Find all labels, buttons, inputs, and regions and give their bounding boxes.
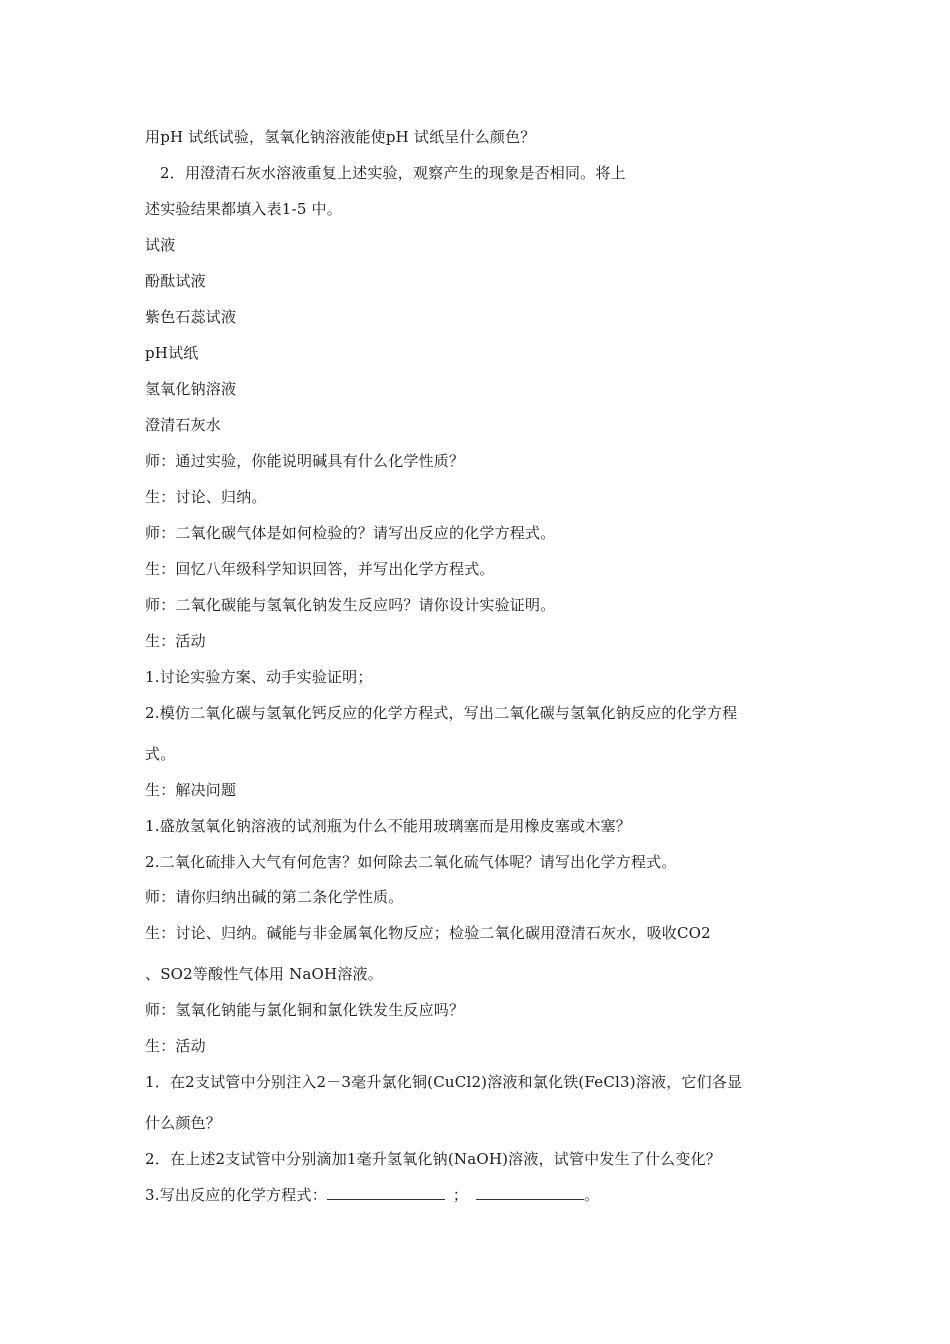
- table-cell: 紫色石蕊试液: [145, 308, 237, 326]
- table-cell: 酚酞试液: [145, 272, 206, 290]
- text-line: 2．用澄清石灰水溶液重复上述实验，观察产生的现象是否相同。将上: [160, 164, 626, 182]
- text-line: 1．在2支试管中分别注入2－3毫升氯化铜(CuCl2)溶液和氯化铁(FeCl3)溶液，它们各显: [145, 1073, 743, 1091]
- answer-blank-1[interactable]: [327, 1185, 445, 1200]
- text-line: 、SO2等酸性气体用 NaOH溶液。: [145, 965, 383, 983]
- table-cell: 氢氧化钠溶液: [145, 380, 237, 398]
- text-line: 用pH 试纸试验，氢氧化钠溶液能使pH 试纸呈什么颜色？: [145, 128, 536, 146]
- text-line: 2.模仿二氧化碳与氢氧化钙反应的化学方程式，写出二氧化碳与氢氧化钠反应的化学方程: [145, 704, 738, 722]
- end-mark: 。: [584, 1186, 600, 1204]
- answer-line: [145, 1185, 599, 1205]
- answer-prompt: 3.写出反应的化学方程式：: [145, 1186, 327, 1204]
- table-cell: 试液: [145, 236, 176, 254]
- text-line: 师：通过实验，你能说明碱具有什么化学性质？: [145, 452, 465, 470]
- text-line: 师：二氧化碳气体是如何检验的？请写出反应的化学方程式。: [145, 524, 556, 542]
- separator: ；: [452, 1186, 469, 1204]
- text-line: 2．在上述2支试管中分别滴加1毫升氢氧化钠(NaOH)溶液，试管中发生了什么变化？: [145, 1150, 721, 1168]
- text-line: 1.盛放氢氧化钠溶液的试剂瓶为什么不能用玻璃塞而是用橡皮塞或木塞？: [145, 817, 631, 835]
- text-line: 1.讨论实验方案、动手实验证明；: [145, 668, 373, 686]
- table-cell: 澄清石灰水: [145, 416, 222, 434]
- text-line: 生：回忆八年级科学知识回答，并写出化学方程式。: [145, 560, 495, 578]
- text-line: 师：请你归纳出碱的第二条化学性质。: [145, 888, 404, 906]
- text-line: 生：讨论、归纳。碱能与非金属氧化物反应；检验二氧化碳用澄清石灰水，吸收CO2: [145, 924, 711, 942]
- table-cell: pH试纸: [145, 344, 199, 362]
- text-line: 师：二氧化碳能与氢氧化钠发生反应吗？请你设计实验证明。: [145, 596, 556, 614]
- text-line: 述实验结果都填入表1-5 中。: [145, 200, 342, 218]
- answer-blank-2[interactable]: [476, 1185, 584, 1200]
- text-line: 师：氢氧化钠能与氯化铜和氯化铁发生反应吗？: [145, 1001, 465, 1019]
- text-line: 生：解决问题: [145, 781, 237, 799]
- text-line: 式。: [145, 745, 176, 763]
- text-line: 什么颜色？: [145, 1114, 222, 1132]
- text-line: 生：活动: [145, 1037, 206, 1055]
- text-line: 生：活动: [145, 632, 206, 650]
- text-line: 2.二氧化硫排入大气有何危害？如何除去二氧化硫气体呢？请写出化学方程式。: [145, 853, 677, 871]
- text-line: 生：讨论、归纳。: [145, 488, 267, 506]
